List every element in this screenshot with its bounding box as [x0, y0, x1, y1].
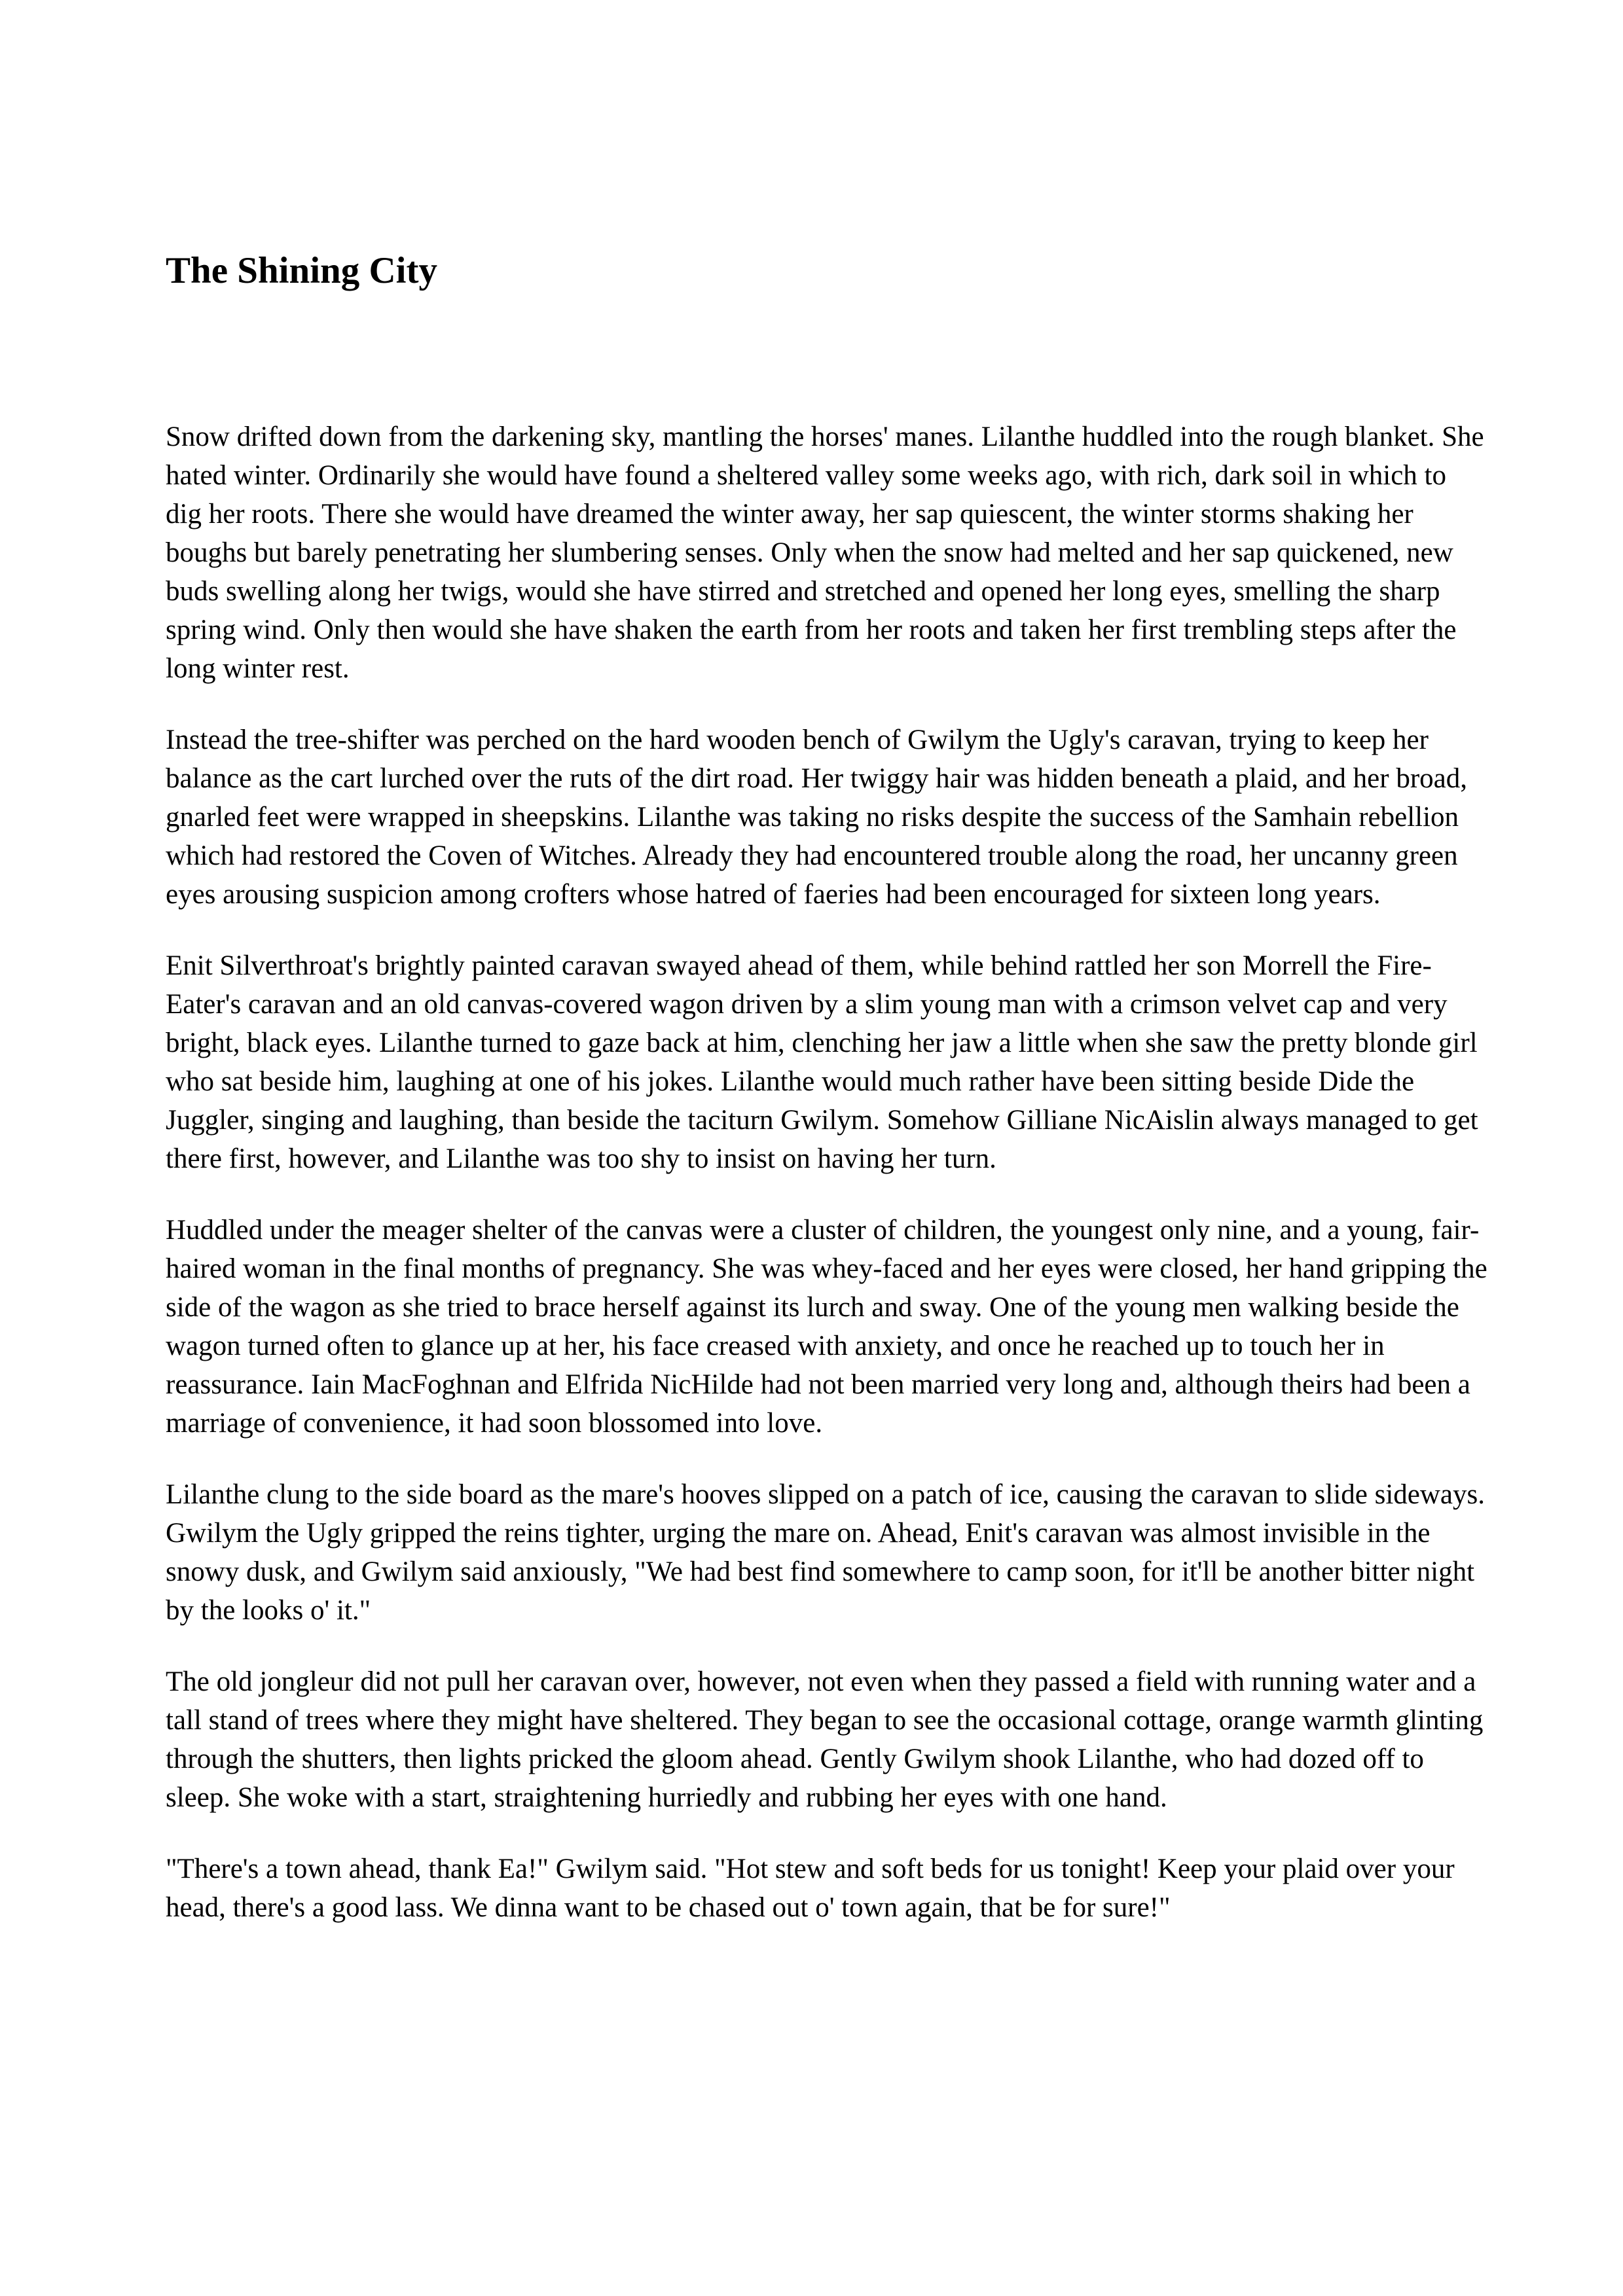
- page-title: The Shining City: [166, 250, 437, 291]
- paragraph-4: Huddled under the meager shelter of the canvas were a cluster of children, the youngest only nine, and a young, fair-haired woman in the final months of pregnancy. She was whey-faced and her eyes were closed, her hand gripping the side of the wagon as she tried to brace herself against its lurch and sway. One of the young men walking beside the wagon turned often to glance up at her, his face creased with anxiety, and once he reached up to touch her in reassurance. Iain MacFoghnan and Elfrida NicHilde had not been married very long and, although theirs had been a marriage of convenience, it had soon blossomed into love.: [166, 1215, 1487, 1439]
- paragraph-5: Lilanthe clung to the side board as the mare's hooves slipped on a patch of ice, causing the caravan to slide sideways. Gwilym the Ugly gripped the reins tighter, urging the mare on. Ahead, Enit's caravan was almost invisible in the snowy dusk, and Gwilym said anxiously, "We had best find somewhere to camp soon, for it'll be another bitter night by the looks o' it.": [166, 1479, 1485, 1626]
- paragraph-7: "There's a town ahead, thank Ea!" Gwilym said. "Hot stew and soft beds for us tonight! Keep your plaid over your head, there's a good lass. We dinna want to be chased out o' town again, that be for sure!": [166, 1854, 1455, 1923]
- paragraph-2: Instead the tree-shifter was perched on the hard wooden bench of Gwilym the Ugly's caravan, trying to keep her balance as the cart lurched over the ruts of the dirt road. Her twiggy hair was hidden beneath a plaid, and her broad, gnarled feet were wrapped in sheepskins. Lilanthe was taking no risks despite the success of the Samhain rebellion which had restored the Coven of Witches. Already they had encountered trouble along the road, her uncanny green eyes arousing suspicion among crofters whose hatred of faeries had been encouraged for sixteen long years.: [166, 725, 1467, 910]
- paragraph-1: Snow drifted down from the darkening sky, mantling the horses' manes. Lilanthe huddled into the rough blanket. She hated winter. Ordinarily she would have found a sheltered valley some weeks ago, with rich, dark soil in which to dig her roots. There she would have dreamed the winter away, her sap quiescent, the winter storms shaking her boughs but barely penetrating her slumbering senses. Only when the snow had melted and her sap quickened, new buds swelling along her twigs, would she have stirred and stretched and opened her long eyes, smelling the sharp spring wind. Only then would she have shaken the earth from her roots and taken her first trembling steps after the long winter rest.: [166, 422, 1484, 684]
- paragraph-6: The old jongleur did not pull her caravan over, however, not even when they passed a field with running water and a tall stand of trees where they might have sheltered. They began to see the occasional cottage, orange warmth glinting through the shutters, then lights pricked the gloom ahead. Gently Gwilym shook Lilanthe, who had dozed off to sleep. She woke with a start, straightening hurriedly and rubbing her eyes with one hand.: [166, 1666, 1484, 1813]
- paragraph-3: Enit Silverthroat's brightly painted caravan swayed ahead of them, while behind rattled her son Morrell the Fire-Eater's caravan and an old canvas-covered wagon driven by a slim young man with a crimson velvet cap and very bright, black eyes. Lilanthe turned to gaze back at him, clenching her jaw a little when she saw the pretty blonde girl who sat beside him, laughing at one of his jokes. Lilanthe would much rather have been sitting beside Dide the Juggler, singing and laughing, than beside the taciturn Gwilym. Somehow Gilliane NicAislin always managed to get there first, however, and Lilanthe was too shy to insist on having her turn.: [166, 950, 1478, 1174]
- body-text: [166, 418, 1488, 1960]
